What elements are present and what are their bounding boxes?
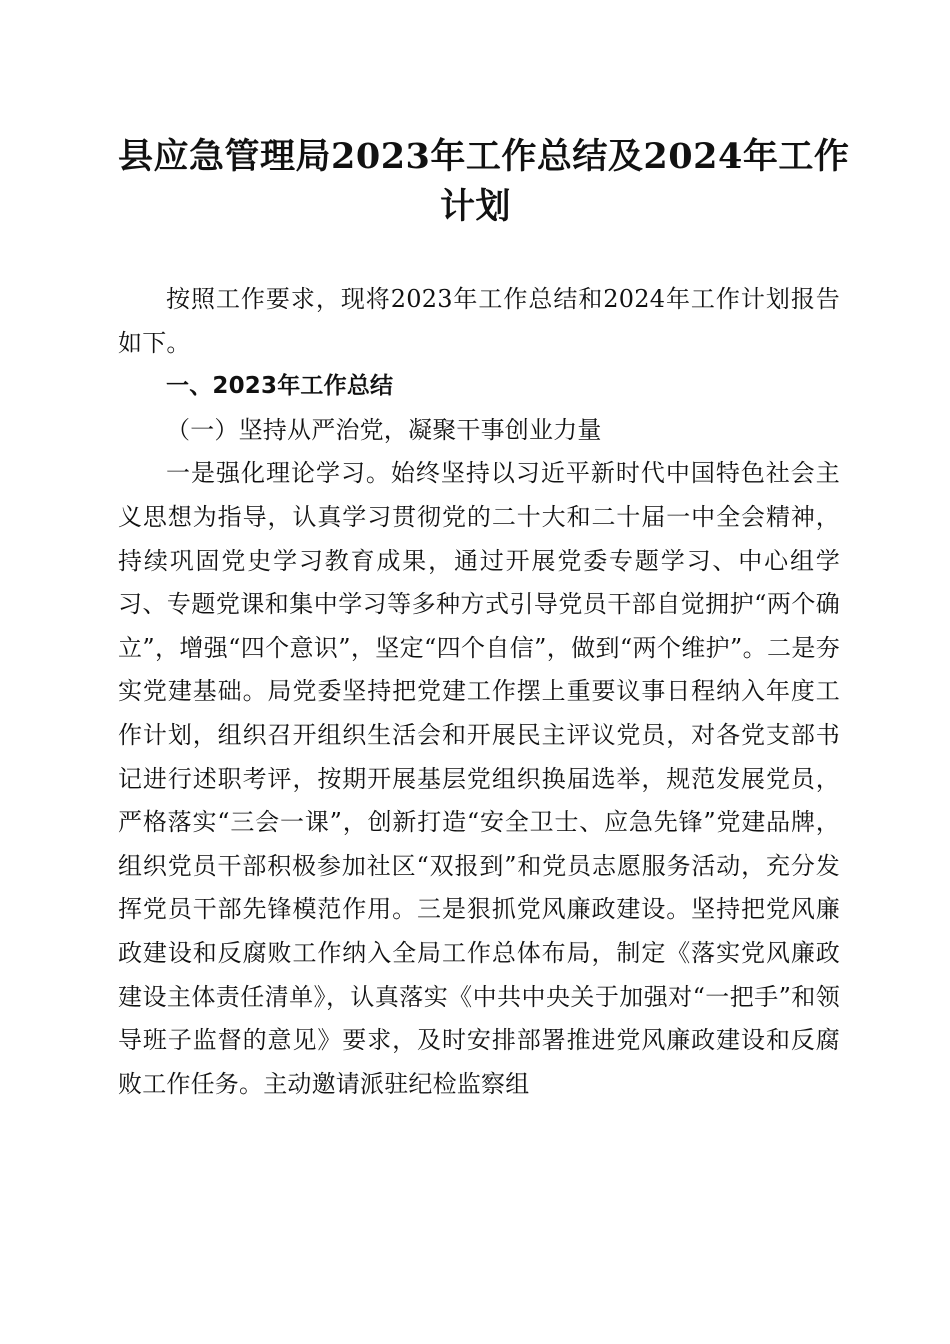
subsection-heading-party-governance: （一）坚持从严治党，凝聚干事创业力量	[166, 415, 602, 444]
section-heading-2023-summary: 一、2023年工作总结	[166, 373, 394, 400]
document-title-line-1: 县应急管理局2023年工作总结及2024年工作	[118, 136, 850, 177]
document-title	[118, 132, 850, 232]
intro-paragraph: 按照工作要求，现将2023年工作总结和2024年工作计划报告如下。	[118, 285, 840, 357]
document-body	[118, 278, 840, 1106]
body-paragraph: 一是强化理论学习。始终坚持以习近平新时代中国特色社会主义思想为指导，认真学习贯彻党的二十大和二十届一中全会精神，持续巩固党史学习教育成果，通过开展党委专题学习、中心组学习、专题党课和集中学习等多种方式引导党员干部自觉拥护“两个确立”，增强“四个意识”，坚定“四个自信”，做到“两个维护”。二是夯实党建基础。局党委坚持把党建工作摆上重要议事日程纳入年度工作计划，组织召开组织生活会和开展民主评议党员，对各党支部书记进行述职考评，按期开展基层党组织换届选举，规范发展党员，严格落实“三会一课”，创新打造“安全卫士、应急先锋”党建品牌，组织党员干部积极参加社区“双报到”和党员志愿服务活动，充分发挥党员干部先锋模范作用。三是狠抓党风廉政建设。坚持把党风廉政建设和反腐败工作纳入全局工作总体布局，制定《落实党风廉政建设主体责任清单》，认真落实《中共中央关于加强对“一把手”和领导班子监督的意见》要求，及时安排部署推进党风廉政建设和反腐败工作任务。主动邀请派驻纪检监察组	[118, 459, 840, 1098]
document-title-line-2: 计划	[439, 186, 511, 227]
